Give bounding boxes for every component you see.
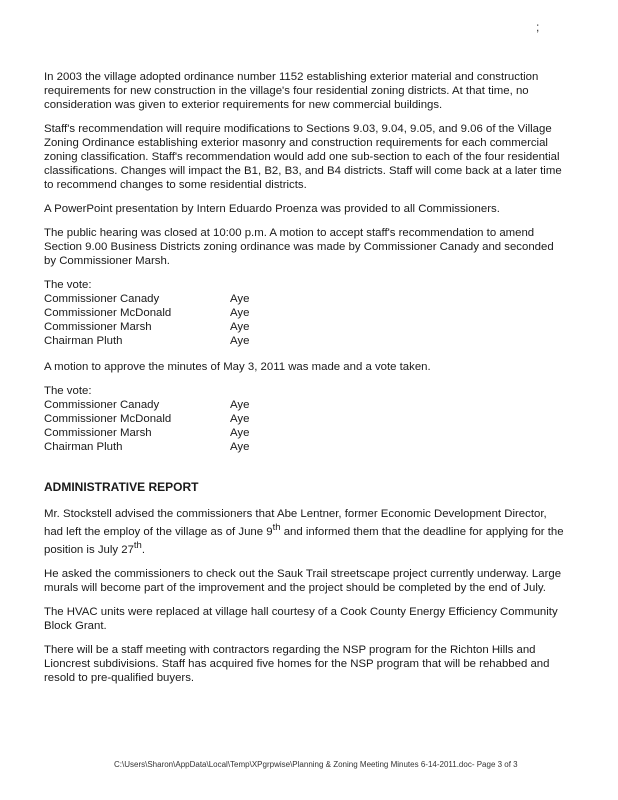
voter-name: Commissioner Marsh <box>44 427 152 439</box>
paragraph-nsp-program: There will be a staff meeting with contractors regarding the NSP program for the Richton Hills and Lioncrest subdivisions. Staff has acquired five homes for the NSP program that will be rehabbed and resold to pre-qualified buyers. <box>44 643 550 684</box>
vote-value: Aye <box>230 293 250 305</box>
vote-value: Aye <box>230 427 250 439</box>
vote-value: Aye <box>230 307 250 319</box>
admin-p1-text-b: and informed them that the deadline for applying for the position is July 27 <box>44 525 564 556</box>
vote-value: Aye <box>230 413 250 425</box>
voter-name: Commissioner McDonald <box>44 307 172 319</box>
voter-name: Commissioner McDonald <box>44 413 172 425</box>
footer-file-path: C:\Users\Sharon\AppData\Local\Temp\XPgrpwise\Planning & Zoning Meeting Minutes 6-14-2011.doc- Page 3 of 3 <box>114 760 518 769</box>
voter-name: Commissioner Marsh <box>44 321 152 333</box>
administrative-report-heading: ADMINISTRATIVE REPORT <box>44 480 199 494</box>
vote-value: Aye <box>230 399 250 411</box>
vote1-label: The vote: <box>44 279 92 291</box>
vote2-label: The vote: <box>44 385 92 397</box>
vote-row <box>44 306 564 320</box>
voter-name: Commissioner Canady <box>44 293 160 305</box>
vote-value: Aye <box>230 321 250 333</box>
admin-p1-text-a: Mr. Stockstell advised the commissioners that Abe Lentner, former Economic Development Director, had left the employ of the village as of June 9 <box>44 508 547 538</box>
admin-p1-sup2: th <box>133 539 142 551</box>
paragraph-hvac: The HVAC units were replaced at village hall courtesy of a Cook County Energy Efficiency Community Block Grant. <box>44 605 558 632</box>
paragraph-public-hearing: The public hearing was closed at 10:00 p.m. A motion to accept staff's recommendation to amend Section 9.00 Business Districts zoning ordinance was made by Commissioner Canady and seconded by Commissioner Marsh. <box>44 227 554 267</box>
vote2-table <box>44 398 564 454</box>
paragraph-ordinance-history: In 2003 the village adopted ordinance number 1152 establishing exterior material and construction requirements for new construction in the village's four residential zoning districts. At that time, no consideration was given to exterior requirements for new commercial buildings. <box>44 71 539 111</box>
vote-row <box>44 320 564 334</box>
paragraph-economic-director <box>44 507 564 557</box>
vote-row <box>44 292 564 306</box>
vote-row <box>44 426 564 440</box>
vote-value: Aye <box>230 335 250 347</box>
document-body <box>44 70 564 695</box>
vote-row <box>44 398 564 412</box>
vote-row <box>44 412 564 426</box>
admin-p1-sup1: th <box>272 522 281 533</box>
vote-row <box>44 334 564 348</box>
voter-name: Chairman Pluth <box>44 441 123 453</box>
vote1-table <box>44 292 564 348</box>
voter-name: Commissioner Canady <box>44 399 160 411</box>
vote-row <box>44 440 564 454</box>
paragraph-powerpoint: A PowerPoint presentation by Intern Eduardo Proenza was provided to all Commissioners. <box>44 203 500 215</box>
paragraph-motion-minutes: A motion to approve the minutes of May 3, 2011 was made and a vote taken. <box>44 361 431 373</box>
corner-mark: ; <box>536 20 540 34</box>
vote-value: Aye <box>230 441 250 453</box>
voter-name: Chairman Pluth <box>44 335 123 347</box>
paragraph-streetscape: He asked the commissioners to check out the Sauk Trail streetscape project currently underway. Large murals will become part of the improvement and the project should be completed by the end of July. <box>44 567 562 594</box>
admin-p1-text-c: . <box>141 543 146 556</box>
paragraph-staff-recommendation: Staff's recommendation will require modifications to Sections 9.03, 9.04, 9.05, and 9.06 of the Village Zoning Ordinance establishing exterior masonry and construction requirements for each commercial zoning classification. Staff's recommendation would add one sub-section to each of the four residential classifications. Changes will impact the B1, B2, B3, and B4 districts. Staff will come back at a later time to recommend changes to some residential districts. <box>44 123 562 191</box>
